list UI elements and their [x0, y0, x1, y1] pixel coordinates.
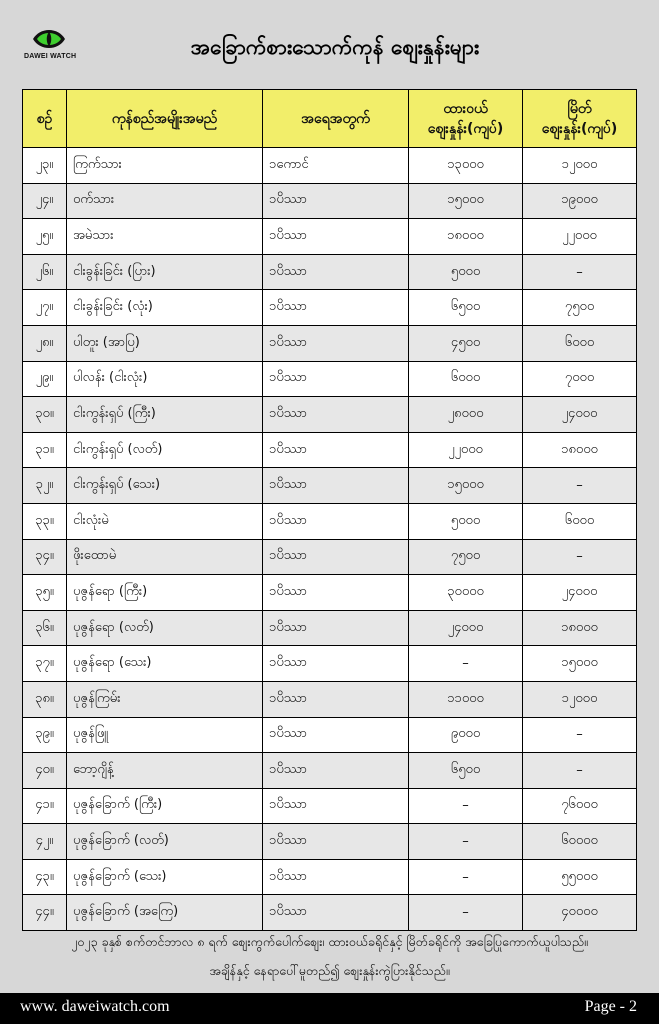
dawei-price: – [409, 646, 523, 682]
item-name: အမဲသား [67, 219, 263, 255]
table-row [23, 290, 637, 326]
item-name: ပုဇွန်ခြောက် (လတ်) [67, 824, 263, 860]
dawei-watch-logo [24, 26, 77, 66]
row-number: ၄၀။ [23, 753, 67, 789]
myeik-price: – [523, 753, 637, 789]
col-header-item: ကုန်စည်အမျိုးအမည် [67, 90, 263, 148]
myeik-price: ၂၄၀၀၀ [523, 397, 637, 433]
item-name: ငါးခွန်းခြင်း (လုံး) [67, 290, 263, 326]
quantity: ၁ပိဿာ [263, 361, 409, 397]
quantity: ၁ပိဿာ [263, 254, 409, 290]
row-number: ၃၆။ [23, 610, 67, 646]
table-row [23, 183, 637, 219]
myeik-price: ၅၅၀၀၀ [523, 859, 637, 895]
myeik-price: ၁၈၀၀၀ [523, 432, 637, 468]
dawei-price: ၁၅၀၀၀ [409, 183, 523, 219]
table-header-row [23, 90, 637, 148]
myeik-price: ၇၆၀၀၀ [523, 788, 637, 824]
dawei-price: – [409, 824, 523, 860]
dawei-price: ၂၄၀၀၀ [409, 610, 523, 646]
table-row [23, 148, 637, 184]
row-number: ၃၉။ [23, 717, 67, 753]
myeik-price: ၆၀၀၀ [523, 325, 637, 361]
quantity: ၁ပိဿာ [263, 539, 409, 575]
row-number: ၂၃။ [23, 148, 67, 184]
dawei-price: ၃၀၀၀၀ [409, 575, 523, 611]
row-number: ၂၆။ [23, 254, 67, 290]
quantity: ၁ပိဿာ [263, 219, 409, 255]
eye-logo-icon [32, 26, 66, 52]
quantity: ၁ပိဿာ [263, 753, 409, 789]
myeik-price: ၄၀၀၀၀ [523, 895, 637, 931]
myeik-price: ၁၈၀၀၀ [523, 610, 637, 646]
item-name: ငါးကွန်းရှပ် (ကြီး) [67, 397, 263, 433]
row-number: ၄၃။ [23, 859, 67, 895]
row-number: ၂၈။ [23, 325, 67, 361]
quantity: ၁ပိဿာ [263, 824, 409, 860]
myeik-price: ၁၂၀၀၀ [523, 681, 637, 717]
myeik-price: – [523, 539, 637, 575]
dawei-price: ၅၀၀၀ [409, 254, 523, 290]
myeik-price: ၁၉၀၀၀ [523, 183, 637, 219]
item-name: ပုဇွန်ခြောက် (အကြေ) [67, 895, 263, 931]
table-row [23, 539, 637, 575]
row-number: ၄၂။ [23, 824, 67, 860]
item-name: ပုဇွန်ခြောက် (သေး) [67, 859, 263, 895]
myeik-price: ၆၀၀၀၀ [523, 824, 637, 860]
dawei-price: – [409, 788, 523, 824]
col-header-dawei-price: ထားဝယ် စျေးနှုန်း(ကျပ်) [409, 90, 523, 148]
quantity: ၁ပိဿာ [263, 290, 409, 326]
page-number: Page - 2 [584, 998, 637, 1015]
dawei-price: ၁၈၀၀၀ [409, 219, 523, 255]
item-name: ပုဇွန်ရော (လတ်) [67, 610, 263, 646]
table-row [23, 717, 637, 753]
row-number: ၂၄။ [23, 183, 67, 219]
dawei-price: ၇၅၀၀ [409, 539, 523, 575]
row-number: ၂၉။ [23, 361, 67, 397]
item-name: ငါးလုံးမဲ [67, 503, 263, 539]
table-row [23, 646, 637, 682]
myeik-price: ၁၂၀၀၀ [523, 148, 637, 184]
item-name: ပါလန်း (ငါးလုံး) [67, 361, 263, 397]
table-body [23, 148, 637, 931]
dawei-price: – [409, 895, 523, 931]
row-number: ၃၁။ [23, 432, 67, 468]
quantity: ၁ပိဿာ [263, 681, 409, 717]
dawei-price: – [409, 859, 523, 895]
item-name: ပါတူး (အာပြ) [67, 325, 263, 361]
dawei-price: ၂၂၀၀၀ [409, 432, 523, 468]
quantity: ၁ပိဿာ [263, 432, 409, 468]
logo-text: DAWEI WATCH [24, 53, 77, 60]
table-row [23, 468, 637, 504]
item-name: ဝက်သား [67, 183, 263, 219]
footer-bar [0, 993, 659, 1024]
myeik-price: – [523, 717, 637, 753]
quantity: ၁ပိဿာ [263, 646, 409, 682]
table-row [23, 219, 637, 255]
dawei-price: ၉၀၀၀ [409, 717, 523, 753]
item-name: ဖိုးထောမဲ [67, 539, 263, 575]
row-number: ၂၅။ [23, 219, 67, 255]
item-name: ကြက်သား [67, 148, 263, 184]
quantity: ၁ပိဿာ [263, 183, 409, 219]
item-name: ပုဇွန်ခြောက် (ကြီး) [67, 788, 263, 824]
dawei-price: ၆၀၀၀ [409, 361, 523, 397]
dawei-price: ၁၃၀၀၀ [409, 148, 523, 184]
table-row [23, 895, 637, 931]
row-number: ၃၅။ [23, 575, 67, 611]
row-number: ၃၄။ [23, 539, 67, 575]
item-name: ငါးခွန်းခြင်း (ပြား) [67, 254, 263, 290]
quantity: ၁ပိဿာ [263, 575, 409, 611]
dawei-price: ၆၅၀၀ [409, 753, 523, 789]
table-row [23, 610, 637, 646]
table-row [23, 824, 637, 860]
quantity: ၁ပိဿာ [263, 859, 409, 895]
dawei-price: ၂၈၀၀၀ [409, 397, 523, 433]
table-row [23, 788, 637, 824]
website-link[interactable]: www. daweiwatch.com [20, 998, 170, 1015]
myeik-price: ၂၄၀၀၀ [523, 575, 637, 611]
myeik-price: ၇၅၀၀ [523, 290, 637, 326]
table-row [23, 361, 637, 397]
quantity: ၁ပိဿာ [263, 503, 409, 539]
table-row [23, 753, 637, 789]
row-number: ၂၇။ [23, 290, 67, 326]
table-row [23, 325, 637, 361]
item-name: ပုဇွန်ကြမ်း [67, 681, 263, 717]
footnote-date: ၂၀၂၃ ခုနှစ် စက်တင်ဘာလ ၈ ရက် စျေးကွက်ပေါက်စျေး၊ ထားဝယ်ခရိုင်နှင့် မြိတ်ခရိုင်ကို အခြေပြုကောက်ယူပါသည်။ [71, 934, 588, 949]
item-name: ပုဇွန်ရော (ကြီး) [67, 575, 263, 611]
quantity: ၁ပိဿာ [263, 468, 409, 504]
row-number: ၃၇။ [23, 646, 67, 682]
item-name: ငါးကွန်းရှပ် (သေး) [67, 468, 263, 504]
row-number: ၄၄။ [23, 895, 67, 931]
row-number: ၃၃။ [23, 503, 67, 539]
dawei-price: ၁၁၀၀၀ [409, 681, 523, 717]
item-name: ပုဇွန်ရော (သေး) [67, 646, 263, 682]
item-name: ပုဇွန်ဖြူ [67, 717, 263, 753]
myeik-price: ၂၂၀၀၀ [523, 219, 637, 255]
page-title: အခြောက်စားသောက်ကုန် စျေးနှုန်းများ [190, 35, 480, 59]
footnote-disclaimer: အချိန်နှင့် နေရာပေါ်မူတည်၍ စျေးနှုန်းကွဲပြားနိုင်သည်။ [209, 963, 450, 978]
dawei-price: ၆၅၀၀ [409, 290, 523, 326]
row-number: ၄၁။ [23, 788, 67, 824]
item-name: ဘော့ဂျိန့် [67, 753, 263, 789]
table-row [23, 254, 637, 290]
row-number: ၃၂။ [23, 468, 67, 504]
quantity: ၁ကောင် [263, 148, 409, 184]
table-row [23, 432, 637, 468]
quantity: ၁ပိဿာ [263, 788, 409, 824]
col-header-quantity: အရေအတွက် [263, 90, 409, 148]
myeik-price: – [523, 468, 637, 504]
row-number: ၃၀။ [23, 397, 67, 433]
item-name: ငါးကွန်းရှပ် (လတ်) [67, 432, 263, 468]
table-row [23, 397, 637, 433]
table-row [23, 681, 637, 717]
myeik-price: ၆၀၀၀ [523, 503, 637, 539]
col-header-myeik-price: မြိတ် စျေးနှုန်း(ကျပ်) [523, 90, 637, 148]
myeik-price: ၇၀၀၀ [523, 361, 637, 397]
dawei-price: ၄၅၀၀ [409, 325, 523, 361]
quantity: ၁ပိဿာ [263, 325, 409, 361]
table-row [23, 859, 637, 895]
col-header-no: စဉ် [23, 90, 67, 148]
table-row [23, 503, 637, 539]
quantity: ၁ပိဿာ [263, 895, 409, 931]
quantity: ၁ပိဿာ [263, 397, 409, 433]
quantity: ၁ပိဿာ [263, 717, 409, 753]
dawei-price: ၅၀၀၀ [409, 503, 523, 539]
quantity: ၁ပိဿာ [263, 610, 409, 646]
dawei-price: ၁၅၀၀၀ [409, 468, 523, 504]
myeik-price: ၁၅၀၀၀ [523, 646, 637, 682]
price-table [22, 89, 637, 931]
row-number: ၃၈။ [23, 681, 67, 717]
table-row [23, 575, 637, 611]
myeik-price: – [523, 254, 637, 290]
